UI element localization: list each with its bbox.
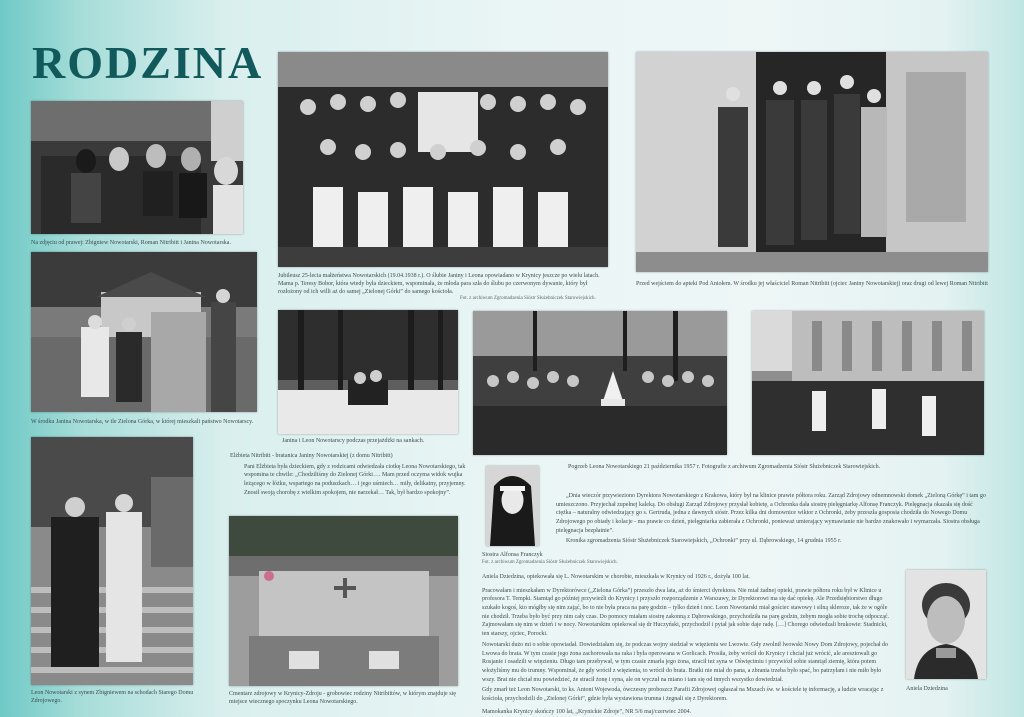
aniela-heading: Aniela Dziedzina, opiekowała się L. Nowotarskim w chorobie, mieszkała w Krynicy od 1926 r., dożyła 100 lat. xyxy=(482,574,750,580)
photo-jubilee-group xyxy=(278,52,608,267)
caption-aniela: Aniela Dziedzina xyxy=(906,686,948,692)
photo-pharmacy-entrance xyxy=(636,52,988,272)
caption-sledge: Janina i Leon Nowotarscy podczas przejażdżki na sankach. xyxy=(282,438,425,444)
chronicle-quote xyxy=(556,492,988,548)
page-title: RODZINA xyxy=(32,37,264,88)
photo-cemetery xyxy=(229,516,458,686)
caption-cemetery: Cmentarz zdrojowy w Krynicy-Zdroju - grobowiec rodziny Nitribittów, w którym znajduje się miejsce wiecznego spoczynku Leona Nowotarskiego. xyxy=(229,691,456,706)
caption-pharmacy: Przed wejściem do apteki Pod Aniołem. W środku jej właściciel Roman Nitribitt (ojciec Janiny Nowotarskiej) oraz drugi od lewej Roman Nitribitt xyxy=(636,281,988,287)
photo-sofa-group xyxy=(31,101,243,234)
photo-sister-alfonsa xyxy=(486,466,539,546)
aniela-text-1: Pracowałam i mieszkałam w Dyrektorówce („Zielona Górka”) przeszło dwa lata, aż do śmierci dyrektora. Nie miał żadnej opieki, prawie półtora roku był w Klinice u profesora T. Tempki. Stamtąd go później przywieźli do Krynicy i przyszło rozporządzenie z Warszawy, że Dyrektorowi ma się dać opiekę. Ale Przedsiębiorstwo długo szukało kogoś, kto mógłby się nim zająć, bo to nie była praca na parę godzin – tylko dzień i noc. Leon Nowotarski miał gościec stawowy i silną skleroze, tak że w ogóle nie chodził. Trzeba było być przy nim cały czas. Do pomocy miałam siostrę zakonną z Dąbrowskiego, przychodziła na parę godzin, żebym mogła sobie trochę odpocząć. Zajmowałam się nim w dzień i w nocy. Nowotarskim opiekował się dr Huczyński, przychodził i pytał jak sobie daje radę. […] Chorego odwiedzali brukowie: Stadnicki, ten starszy, ojciec, Porocki. xyxy=(482,587,890,638)
aniela-text-2: Nowotarski dużo mi o sobie opowiadał. Dowiedziałam się, że podczas wojny siedział w więzieniu we Lwowie. Gdy zwolnił lwowski Nowy Dom Zdrojowy, pojechał do Lwowa do brata. W tym czasie jego żona zachorowała na raka i była operowana w Gorlicach. Prosiła, żeby wrócił do Krynicy i chciał już wrócić, ale aresztowali go Rosjanie i osadzili w więzieniu. Długo tam przebywał, w tym czasie zmarła jego żona, stracił też syna w Oświęcimiu i przywiózł sobie stamtąd ziemię, która potem włożyliśmy mu do trumny. Wspominał, że gdy wrócił z więzienia, to wrócił do brata. Bratki nie miał do pana, a zbrania trzeba było spać, bo patrzyłam i nie miło było wszy. Brat nie chciał mu powiedzieć, że stracił żonę i syna, ale on wyczuł na miano i tam się od innych wszystko dowiedział. xyxy=(482,641,889,683)
chronicle-quote-text: „Dnia wieczór przywieziono Dyrektora Nowotarskiego z Krakowa, który był na klinice prawie półtora roku. Zarząd Zdrojowy odnemnowski domek „Zieloną Górkę” i tam go umieszczono. Przyjechał zupełnej kaleką. Do obsługi Zarząd Zdrojowy przysłał kobietę, a Ochronka dała siostrę pielęgniarkę Alfonsę Franczyk. Pielęgnacja okazała się dość ciężka – naturalny odwiedzający go s. Gertruda, jedna z dawnych sióstr. Przez kilka dni domownice wiktor z Ochronki, żeby przeszła gosposia chodziła do Nowego Domu Zdrojowego po obiady i kolacje - ma prawie co dzień, pielęgniarka zabierała z Ochronki, ponieważ umierający wymawianie nie bardzo znakowało i wymarzała. Siostra obsługa pielęgnacja bezpłatnie”. xyxy=(556,493,986,534)
caption-stairs: Leon Nowotarski z synem Zbigniewem na schodach Starego Domu Zdrojowego. xyxy=(31,690,194,705)
aniela-source: Mamokanka Krynicy skończy 100 lat, „Krynickie Zdroje”, NR 5/6 maj/czerwiec 2004. xyxy=(482,708,692,715)
chronicle-quote-source: Kronika zgromadzenia Sióstr Służebniczek Starowiejskich, „Ochronki” przy ul. Dąbrowskiego, 14 grudnia 1955 r. xyxy=(566,538,842,545)
elzbieta-block xyxy=(230,452,468,499)
photo-zielona-gorka xyxy=(31,252,257,412)
caption-sofa-group: Na zdjęciu od prawej: Zbigniew Nowotarski, Roman Nitribitt i Janina Nowotarska. xyxy=(31,240,231,246)
elzbieta-heading: Elżbieta Nitribitt - bratanica Janiny Nowotarskiej (z domu Nitribitt) xyxy=(230,453,393,459)
caption-jubilee: Jubileusz 25-lecia małżeństwa Nowotarskich (19.04.1938 r.). O ślubie Janiny i Leona opowiadano w Krynicy jeszcze po wielu latach. Mama p. Teresy Bobor, która wtedy była dzieckiem, wspominała, że młoda para szła do ślubu po czerwonym dywanie, który był rozłożony od ich willi aż do samej „Zielonej Górki” do samego kościoła. xyxy=(278,273,600,296)
aniela-block xyxy=(482,573,892,717)
photo-funeral xyxy=(473,311,727,455)
photo-sledge-ride xyxy=(278,310,458,434)
caption-jubilee-source: Fot. z archiwum Zgromadzenia Sióstr Służebniczek Starowiejskich. xyxy=(460,296,596,301)
elzbieta-text: Pani Elżbieta była dzieckiem, gdy z rodzicami odwiedzała ciotkę Leona Nowotarskiego, tak wspomina te chwile: „Chodziliśmy do Zielonej Górki…. Mam przed oczyma widok wujka leżącego w łóżku, wspartego na poduszkach… i jego uśmiech… miły, delikatny, przyjemny. Znosił swoją chorobę z wielkim spokojem, nie narzekał… Tak, był bardzo spokojny”. xyxy=(244,463,466,496)
caption-funeral: Pogrzeb Leona Nowotarskiego 21 października 1957 r. Fotografie z archiwum Zgromadzenia Sióstr Służebniczek Starowiejskich. xyxy=(568,464,881,470)
aniela-text-3: Gdy zmarł też Leon Nowotarski, to ks. Antoni Wojewoda, ówczesny proboszcz Parafii Zdrojowej ogłaszał na Mszach św. w kościele tę informację, a ludzie wracając z kościoła, przychodzili do „Zielonej Górki”, gdzie była wystawiona trumna i żegnali się z Dyrektorem. xyxy=(482,687,884,702)
caption-sister-alfonsa-source: Fot. z archiwum Zgromadzenia Sióstr Służebniczek Starowiejskich. xyxy=(482,560,618,565)
photo-stairs xyxy=(31,437,193,685)
photo-procession xyxy=(752,311,984,455)
photo-aniela xyxy=(906,570,986,679)
caption-sister-alfonsa: Siostra Alfonsa Franczyk xyxy=(482,552,543,558)
caption-zielona-gorka: W środku Janina Nowotarska, w tle Zielona Górka, w której mieszkali państwo Nowotarscy. xyxy=(31,419,254,425)
